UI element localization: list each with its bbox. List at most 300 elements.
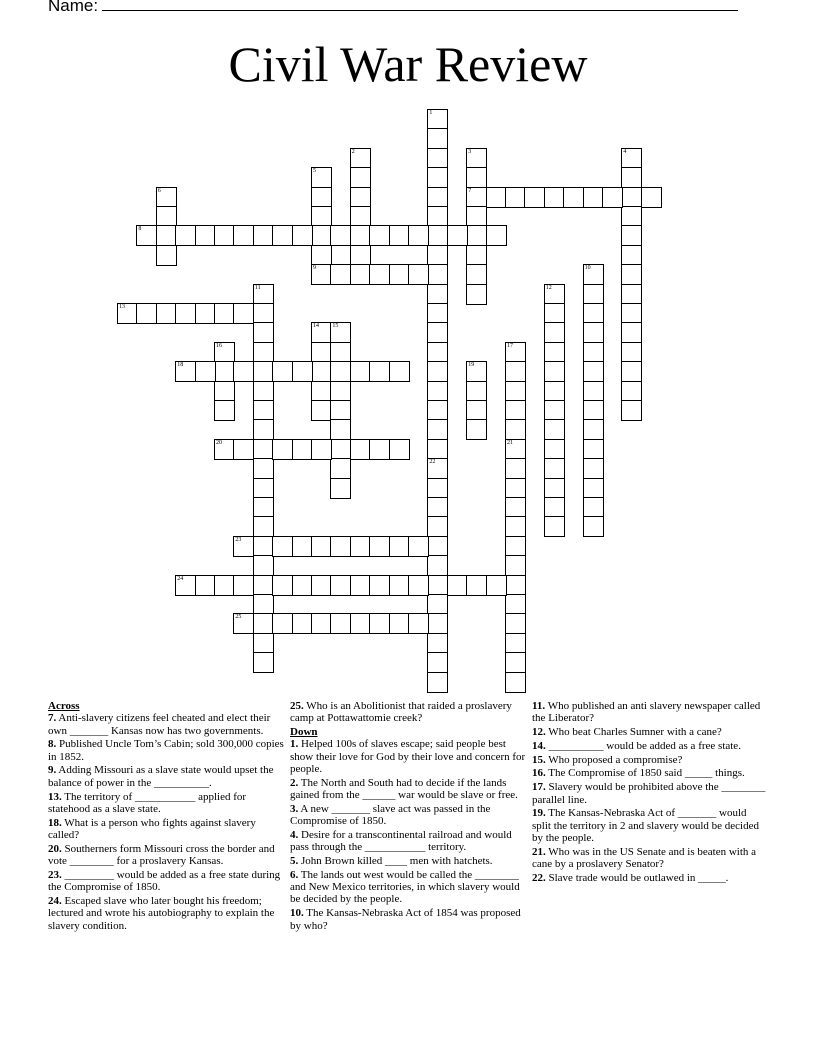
crossword-cell[interactable] xyxy=(583,361,604,382)
crossword-cell[interactable] xyxy=(253,478,274,499)
clue-item-number: 10. xyxy=(290,907,304,920)
crossword-cell[interactable] xyxy=(583,458,604,479)
crossword-cell[interactable] xyxy=(621,381,642,402)
crossword-cell[interactable] xyxy=(311,264,332,285)
clue-number: 17 xyxy=(507,342,513,349)
clue-item xyxy=(532,807,768,844)
crossword-cell[interactable] xyxy=(311,613,332,634)
crossword-cell[interactable] xyxy=(505,342,526,363)
clue-item-number: 14. xyxy=(532,739,546,752)
crossword-cell[interactable] xyxy=(233,575,254,596)
clue-item xyxy=(48,791,284,816)
crossword-cell[interactable] xyxy=(311,439,332,460)
crossword-cell[interactable] xyxy=(621,187,642,208)
crossword-cell[interactable] xyxy=(175,575,196,596)
clue-item-text: The North and South had to decide if the lands gained from the ______ war would be slave or free. xyxy=(290,776,518,802)
clue-item-number: 23. xyxy=(48,868,62,881)
crossword-cell[interactable] xyxy=(389,225,410,246)
crossword-cell[interactable] xyxy=(621,245,642,266)
down-header: Down xyxy=(290,726,318,739)
crossword-cell[interactable] xyxy=(427,555,448,576)
crossword-cell[interactable] xyxy=(292,225,313,246)
crossword-cell[interactable] xyxy=(311,381,332,402)
crossword-cell[interactable] xyxy=(544,497,565,518)
crossword-cell[interactable] xyxy=(175,225,196,246)
crossword-cell[interactable] xyxy=(427,400,448,421)
crossword-cell[interactable] xyxy=(389,361,410,382)
crossword-cell[interactable] xyxy=(544,381,565,402)
crossword-cell[interactable] xyxy=(427,613,448,634)
clue-item-text: Slave trade would be outlawed in _____. xyxy=(545,871,729,884)
crossword-cell[interactable] xyxy=(253,303,274,324)
crossword-cell[interactable] xyxy=(233,439,254,460)
crossword-cell[interactable] xyxy=(466,400,487,421)
crossword-cell[interactable] xyxy=(330,575,351,596)
crossword-cell[interactable] xyxy=(544,419,565,440)
crossword-cell[interactable] xyxy=(427,109,448,130)
clue-item xyxy=(48,712,284,737)
clue-item-text: Southerners form Missouri cross the border and vote ________ for a proslavery Kansas. xyxy=(48,842,275,868)
crossword-cell[interactable] xyxy=(330,478,351,499)
crossword-cell[interactable] xyxy=(505,536,526,557)
crossword-cell[interactable] xyxy=(272,536,293,557)
clue-item-number: 6. xyxy=(290,868,299,881)
crossword-cell[interactable] xyxy=(544,187,565,208)
crossword-cell[interactable] xyxy=(253,381,274,402)
crossword-cell[interactable] xyxy=(447,575,468,596)
crossword-cell[interactable] xyxy=(621,400,642,421)
crossword-cell[interactable] xyxy=(272,575,293,596)
clue-item-text: Who beat Charles Sumner with a cane? xyxy=(545,726,722,739)
crossword-cell[interactable] xyxy=(350,264,371,285)
crossword-cell[interactable] xyxy=(505,633,526,654)
clue-item-text: Escaped slave who later bought his freedom; lectured and wrote his autobiography to explain the slavery condition. xyxy=(48,894,275,932)
crossword-cell[interactable] xyxy=(350,206,371,227)
clue-number: 6 xyxy=(157,187,161,194)
crossword-cell[interactable] xyxy=(427,284,448,305)
crossword-cell[interactable] xyxy=(253,497,274,518)
crossword-cell[interactable] xyxy=(602,187,623,208)
crossword-cell[interactable] xyxy=(350,613,371,634)
clue-item xyxy=(290,738,526,775)
crossword-cell[interactable] xyxy=(156,225,177,246)
crossword-cell[interactable] xyxy=(350,245,371,266)
clue-item xyxy=(290,803,526,828)
crossword-cell[interactable] xyxy=(253,575,274,596)
crossword-cell[interactable] xyxy=(427,478,448,499)
crossword-cell[interactable] xyxy=(583,497,604,518)
crossword-cell[interactable] xyxy=(253,536,274,557)
clue-number: 11 xyxy=(254,284,261,291)
clue-item-number: 15. xyxy=(532,753,546,766)
clue-item xyxy=(532,767,768,779)
clue-item-text: Who published an anti slavery newspaper called the Liberator? xyxy=(532,700,761,725)
crossword-cell[interactable] xyxy=(466,419,487,440)
crossword-cell[interactable] xyxy=(408,613,429,634)
crossword-cell[interactable] xyxy=(466,206,487,227)
crossword-cell[interactable] xyxy=(389,439,410,460)
crossword-cell[interactable] xyxy=(195,225,216,246)
crossword-cell[interactable] xyxy=(486,575,507,596)
clue-number: 3 xyxy=(468,148,472,155)
crossword-cell[interactable] xyxy=(427,264,448,285)
crossword-cell[interactable] xyxy=(233,303,254,324)
crossword-cell[interactable] xyxy=(621,206,642,227)
crossword-cell[interactable] xyxy=(408,536,429,557)
clue-item-number: 25. xyxy=(290,700,304,712)
crossword-cell[interactable] xyxy=(369,575,390,596)
crossword-cell[interactable] xyxy=(175,303,196,324)
clue-item-text: Who was in the US Senate and is beaten with a cane by a proslavery Senator? xyxy=(532,845,757,871)
crossword-cell[interactable] xyxy=(369,264,390,285)
crossword-cell[interactable] xyxy=(427,419,448,440)
crossword-cell[interactable] xyxy=(505,458,526,479)
crossword-cell[interactable] xyxy=(427,652,448,673)
clue-number: 4 xyxy=(623,148,627,155)
crossword-cell[interactable] xyxy=(253,555,274,576)
crossword-cell[interactable] xyxy=(233,225,254,246)
clue-item xyxy=(532,726,768,738)
crossword-cell[interactable] xyxy=(505,439,526,460)
crossword-cell[interactable] xyxy=(466,225,487,246)
clue-number: 7 xyxy=(468,187,472,194)
crossword-cell[interactable] xyxy=(136,225,157,246)
crossword-cell[interactable] xyxy=(408,225,429,246)
crossword-cell[interactable] xyxy=(253,225,274,246)
crossword-cell[interactable] xyxy=(505,613,526,634)
crossword-cell[interactable] xyxy=(544,400,565,421)
crossword-cell[interactable] xyxy=(621,361,642,382)
clue-item-number: 13. xyxy=(48,790,62,803)
crossword-cell[interactable] xyxy=(330,419,351,440)
clue-number: 1 xyxy=(429,110,433,116)
crossword-cell[interactable] xyxy=(330,342,351,363)
crossword-cell[interactable] xyxy=(330,361,351,382)
crossword-cell[interactable] xyxy=(195,575,216,596)
crossword-cell[interactable] xyxy=(466,264,487,285)
crossword-cell[interactable] xyxy=(583,284,604,305)
crossword-cell[interactable] xyxy=(524,187,545,208)
crossword-cell[interactable] xyxy=(408,264,429,285)
crossword-cell[interactable] xyxy=(389,575,410,596)
crossword-cell[interactable] xyxy=(350,361,371,382)
crossword-cell[interactable] xyxy=(136,303,157,324)
crossword-cell[interactable] xyxy=(369,613,390,634)
crossword-cell[interactable] xyxy=(427,342,448,363)
crossword-cell[interactable] xyxy=(253,419,274,440)
clue-item-number: 12. xyxy=(532,726,546,739)
clue-item xyxy=(48,764,284,789)
crossword-cell[interactable] xyxy=(330,381,351,402)
crossword-cell[interactable] xyxy=(292,439,313,460)
crossword-cell[interactable] xyxy=(427,575,448,596)
crossword-cell[interactable] xyxy=(330,264,351,285)
crossword-cell[interactable] xyxy=(253,342,274,363)
crossword-cell[interactable] xyxy=(427,381,448,402)
crossword-cell[interactable] xyxy=(350,439,371,460)
crossword-cell[interactable] xyxy=(621,284,642,305)
crossword-cell[interactable] xyxy=(195,361,216,382)
clue-item xyxy=(532,700,768,725)
crossword-cell[interactable] xyxy=(311,322,332,343)
crossword-cell[interactable] xyxy=(427,439,448,460)
clue-number: 23 xyxy=(235,536,242,543)
crossword-cell[interactable] xyxy=(369,439,390,460)
crossword-cell[interactable] xyxy=(505,652,526,673)
crossword-cell[interactable] xyxy=(563,187,584,208)
crossword-cell[interactable] xyxy=(427,361,448,382)
crossword-cell[interactable] xyxy=(505,575,526,596)
crossword-cell[interactable] xyxy=(292,613,313,634)
crossword-cell[interactable] xyxy=(427,148,448,169)
clue-item-text: Slavery would be prohibited above the ________ parallel line. xyxy=(532,781,766,806)
clue-number: 16 xyxy=(216,342,222,349)
crossword-cell[interactable] xyxy=(272,225,293,246)
clue-item-number: 8. xyxy=(48,738,57,751)
crossword-cell[interactable] xyxy=(466,381,487,402)
crossword-cell[interactable] xyxy=(311,536,332,557)
crossword-cell[interactable] xyxy=(214,381,235,402)
crossword-cell[interactable] xyxy=(466,148,487,169)
crossword-cell[interactable] xyxy=(214,225,235,246)
crossword-cell[interactable] xyxy=(156,206,177,227)
crossword-cell[interactable] xyxy=(175,361,196,382)
clue-number: 10 xyxy=(584,265,591,272)
crossword-cell[interactable] xyxy=(505,187,526,208)
crossword-cell[interactable] xyxy=(427,128,448,149)
crossword-cell[interactable] xyxy=(544,439,565,460)
clue-number: 14 xyxy=(313,323,319,330)
crossword-cell[interactable] xyxy=(350,148,371,169)
crossword-cell[interactable] xyxy=(583,187,604,208)
crossword-cell[interactable] xyxy=(330,458,351,479)
clue-item-text: Who is an Abolitionist that raided a proslavery camp at Pottawattomie creek? xyxy=(290,700,512,725)
clue-item-text: The territory of ___________ applied for statehood as a slave state. xyxy=(48,790,247,815)
crossword-cell[interactable] xyxy=(408,575,429,596)
crossword-cell[interactable] xyxy=(544,478,565,499)
crossword-cell[interactable] xyxy=(156,245,177,266)
crossword-cell[interactable] xyxy=(253,400,274,421)
crossword-cell[interactable] xyxy=(466,187,487,208)
crossword-cell[interactable] xyxy=(311,575,332,596)
crossword-cell[interactable] xyxy=(427,497,448,518)
crossword-cell[interactable] xyxy=(544,361,565,382)
crossword-cell[interactable] xyxy=(330,322,351,343)
crossword-cell[interactable] xyxy=(311,342,332,363)
crossword-cell[interactable] xyxy=(350,187,371,208)
crossword-cell[interactable] xyxy=(311,361,332,382)
crossword-cell[interactable] xyxy=(621,167,642,188)
clue-item-text: The lands out west would be called the ________ and New Mexico territories, in which slavery would be decided by the people. xyxy=(290,868,520,906)
crossword-cell[interactable] xyxy=(214,303,235,324)
crossword-cell[interactable] xyxy=(156,187,177,208)
crossword-cell[interactable] xyxy=(214,400,235,421)
crossword-cell[interactable] xyxy=(214,439,235,460)
crossword-cell[interactable] xyxy=(311,245,332,266)
crossword-cell[interactable] xyxy=(544,303,565,324)
crossword-cell[interactable] xyxy=(253,613,274,634)
crossword-cell[interactable] xyxy=(466,167,487,188)
crossword-cell[interactable] xyxy=(427,245,448,266)
crossword-cell[interactable] xyxy=(544,284,565,305)
crossword-cell[interactable] xyxy=(330,536,351,557)
crossword-cell[interactable] xyxy=(466,245,487,266)
crossword-cell[interactable] xyxy=(253,439,274,460)
crossword-cell[interactable] xyxy=(505,555,526,576)
crossword-cell[interactable] xyxy=(253,322,274,343)
crossword-cell[interactable] xyxy=(214,361,235,382)
crossword-cell[interactable] xyxy=(427,167,448,188)
crossword-cell[interactable] xyxy=(311,225,332,246)
crossword-cell[interactable] xyxy=(253,284,274,305)
clue-item-number: 11. xyxy=(532,700,546,712)
crossword-cell[interactable] xyxy=(583,381,604,402)
crossword-cell[interactable] xyxy=(389,536,410,557)
crossword-cell[interactable] xyxy=(427,322,448,343)
crossword-cell[interactable] xyxy=(330,225,351,246)
crossword-cell[interactable] xyxy=(292,361,313,382)
clue-item xyxy=(532,846,768,871)
clue-item xyxy=(48,895,284,932)
crossword-cell[interactable] xyxy=(233,361,254,382)
crossword-cell[interactable] xyxy=(427,672,448,693)
crossword-cell[interactable] xyxy=(427,225,448,246)
crossword-cell[interactable] xyxy=(311,206,332,227)
crossword-cell[interactable] xyxy=(544,322,565,343)
clue-item-number: 18. xyxy=(48,816,62,829)
crossword-cell[interactable] xyxy=(621,225,642,246)
crossword-cell[interactable] xyxy=(427,458,448,479)
crossword-cell[interactable] xyxy=(427,594,448,615)
crossword-cell[interactable] xyxy=(583,439,604,460)
clue-item-number: 17. xyxy=(532,781,546,794)
crossword-cell[interactable] xyxy=(544,458,565,479)
crossword-cell[interactable] xyxy=(292,575,313,596)
crossword-cell[interactable] xyxy=(253,361,274,382)
crossword-cell[interactable] xyxy=(583,516,604,537)
crossword-cell[interactable] xyxy=(583,478,604,499)
crossword-cell[interactable] xyxy=(156,303,177,324)
clue-number: 21 xyxy=(507,439,513,446)
clue-item-text: Who proposed a compromise? xyxy=(545,753,683,766)
crossword-cell[interactable] xyxy=(427,206,448,227)
crossword-cell[interactable] xyxy=(583,322,604,343)
crossword-cell[interactable] xyxy=(389,613,410,634)
crossword-cell[interactable] xyxy=(466,361,487,382)
crossword-cell[interactable] xyxy=(544,516,565,537)
crossword-cell[interactable] xyxy=(117,303,138,324)
clue-number: 12 xyxy=(545,284,552,291)
crossword-cell[interactable] xyxy=(214,342,235,363)
crossword-cell[interactable] xyxy=(195,303,216,324)
crossword-cell[interactable] xyxy=(253,458,274,479)
crossword-cell[interactable] xyxy=(583,400,604,421)
clue-item-text: The Kansas-Nebraska Act of 1854 was proposed by who? xyxy=(290,907,521,932)
crossword-cell[interactable] xyxy=(233,536,254,557)
crossword-cell[interactable] xyxy=(311,400,332,421)
crossword-cell[interactable] xyxy=(272,613,293,634)
crossword-cell[interactable] xyxy=(253,516,274,537)
crossword-cell[interactable] xyxy=(369,225,390,246)
crossword-cell[interactable] xyxy=(233,613,254,634)
clue-item-text: Helped 100s of slaves escape; said people best show their love for God by their love and concern for people. xyxy=(290,738,526,775)
crossword-cell[interactable] xyxy=(621,148,642,169)
crossword-cell[interactable] xyxy=(427,516,448,537)
crossword-cell[interactable] xyxy=(253,652,274,673)
crossword-cell[interactable] xyxy=(505,400,526,421)
crossword-cell[interactable] xyxy=(350,167,371,188)
crossword-cell[interactable] xyxy=(272,439,293,460)
crossword-cell[interactable] xyxy=(621,322,642,343)
crossword-cell[interactable] xyxy=(447,225,468,246)
crossword-cell[interactable] xyxy=(505,594,526,615)
crossword-cell[interactable] xyxy=(427,536,448,557)
crossword-cell[interactable] xyxy=(427,633,448,654)
crossword-cell[interactable] xyxy=(292,536,313,557)
crossword-cell[interactable] xyxy=(621,264,642,285)
crossword-cell[interactable] xyxy=(544,342,565,363)
crossword-cell[interactable] xyxy=(505,497,526,518)
crossword-cell[interactable] xyxy=(311,167,332,188)
crossword-cell[interactable] xyxy=(427,187,448,208)
clue-number: 20 xyxy=(216,439,222,446)
crossword-cell[interactable] xyxy=(505,419,526,440)
clue-number: 25 xyxy=(235,614,242,621)
crossword-cell[interactable] xyxy=(330,439,351,460)
clue-number: 24 xyxy=(177,575,184,582)
crossword-cell[interactable] xyxy=(214,575,235,596)
crossword-cell[interactable] xyxy=(311,187,332,208)
crossword-cell[interactable] xyxy=(486,187,507,208)
clue-item xyxy=(290,907,526,932)
crossword-cell[interactable] xyxy=(350,225,371,246)
crossword-cell[interactable] xyxy=(505,381,526,402)
crossword-cell[interactable] xyxy=(505,361,526,382)
crossword-cell[interactable] xyxy=(505,478,526,499)
crossword-cell[interactable] xyxy=(505,516,526,537)
crossword-cell[interactable] xyxy=(621,342,642,363)
crossword-cell[interactable] xyxy=(583,419,604,440)
crossword-cell[interactable] xyxy=(350,536,371,557)
clue-column-3 xyxy=(532,700,768,886)
crossword-cell[interactable] xyxy=(253,633,274,654)
crossword-cell[interactable] xyxy=(369,361,390,382)
crossword-cell[interactable] xyxy=(583,342,604,363)
crossword-cell[interactable] xyxy=(330,400,351,421)
crossword-cell[interactable] xyxy=(389,264,410,285)
clue-item-number: 22. xyxy=(532,871,546,884)
crossword-cell[interactable] xyxy=(621,303,642,324)
crossword-cell[interactable] xyxy=(466,284,487,305)
crossword-cell[interactable] xyxy=(505,672,526,693)
crossword-cell[interactable] xyxy=(486,225,507,246)
clue-item xyxy=(290,869,526,906)
crossword-cell[interactable] xyxy=(253,594,274,615)
clue-item xyxy=(290,829,526,854)
crossword-cell[interactable] xyxy=(427,303,448,324)
crossword-cell[interactable] xyxy=(641,187,662,208)
crossword-cell[interactable] xyxy=(466,575,487,596)
crossword-cell[interactable] xyxy=(272,361,293,382)
clue-number: 18 xyxy=(177,362,184,369)
crossword-cell[interactable] xyxy=(369,536,390,557)
crossword-cell[interactable] xyxy=(583,303,604,324)
crossword-cell[interactable] xyxy=(583,264,604,285)
clue-item-text: A new _______ slave act was passed in the Compromise of 1850. xyxy=(290,802,491,828)
clue-item xyxy=(48,738,284,763)
crossword-cell[interactable] xyxy=(330,613,351,634)
crossword-cell[interactable] xyxy=(350,575,371,596)
